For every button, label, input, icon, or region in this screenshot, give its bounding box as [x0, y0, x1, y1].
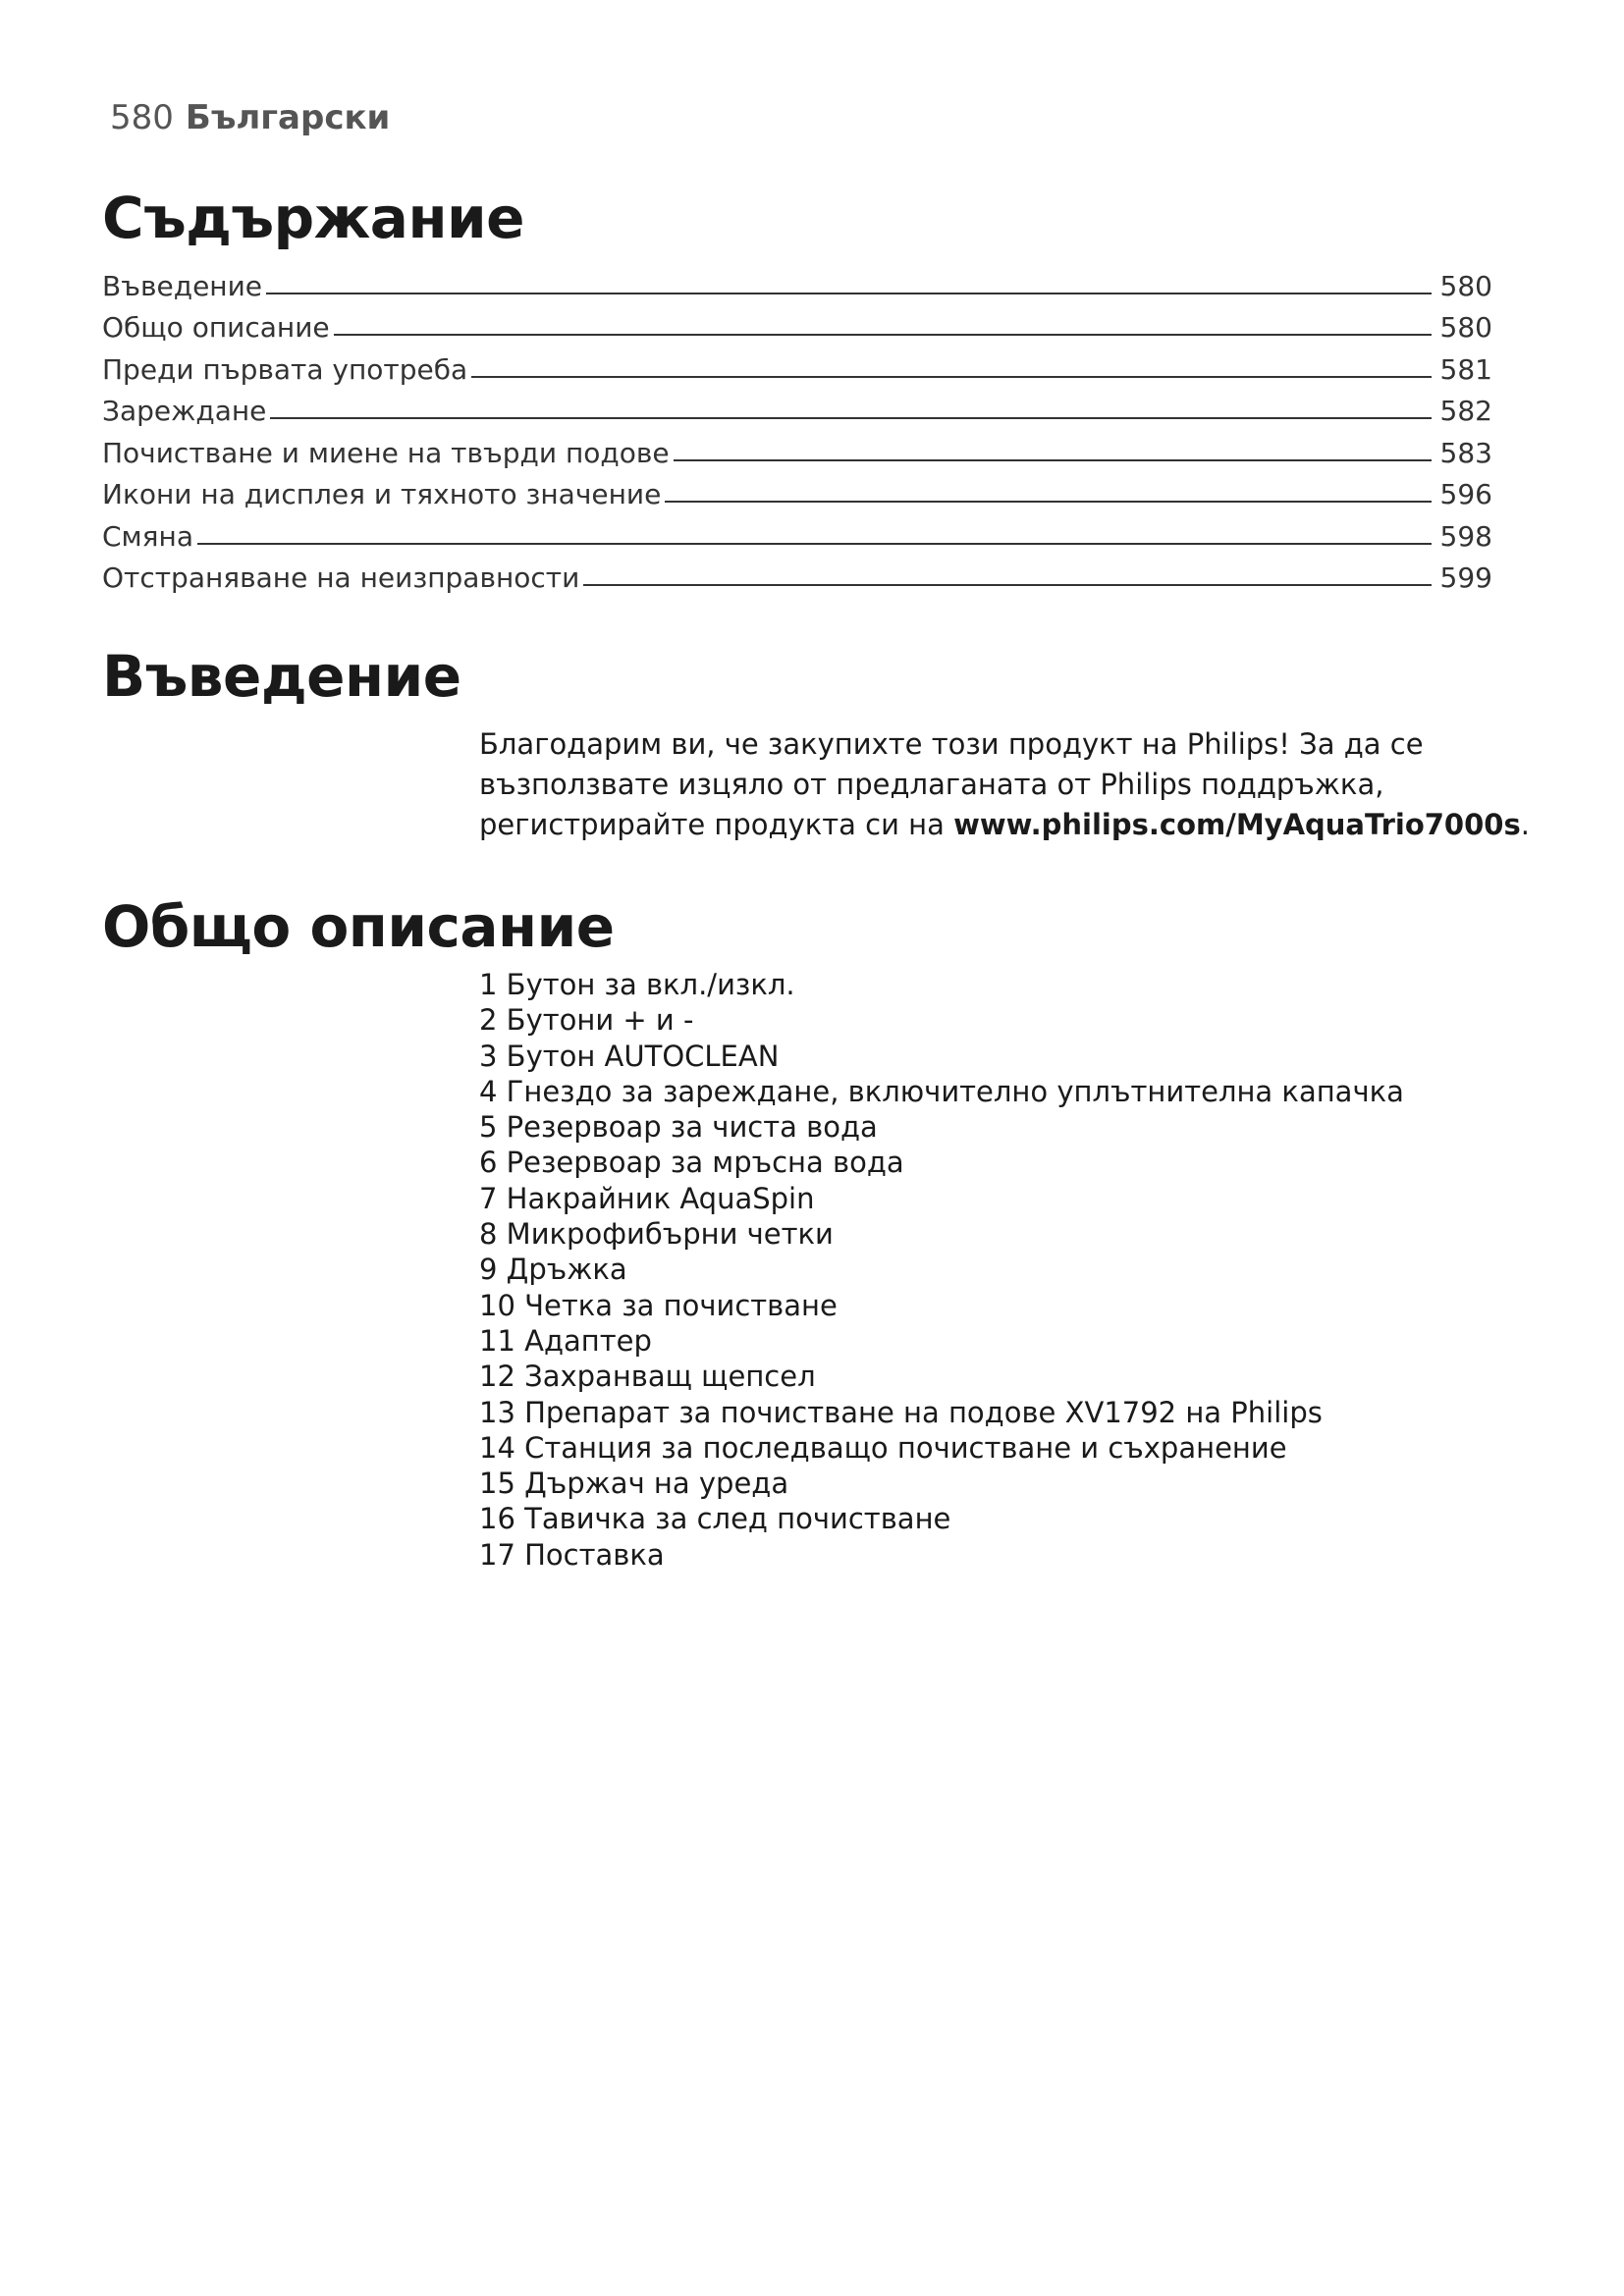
- toc-entry-page: 599: [1439, 561, 1492, 594]
- toc-leader: [334, 334, 1432, 336]
- toc-entry[interactable]: [102, 427, 1492, 469]
- list-item: 1 Бутон за вкл./изкл.: [479, 968, 795, 1001]
- toc-entry-title: Икони на дисплея и тяхното значение: [102, 478, 662, 510]
- toc-entry-title: Зареждане: [102, 395, 267, 427]
- list-item: 15 Държач на уреда: [479, 1467, 789, 1501]
- toc-leader: [583, 584, 1432, 586]
- list-item: 8 Микрофибърни четки: [479, 1217, 834, 1252]
- toc-entry[interactable]: [102, 510, 1492, 553]
- table-of-contents: [102, 260, 1492, 594]
- toc-leader: [674, 459, 1432, 461]
- list-item: 6 Резервоар за мръсна вода: [479, 1146, 904, 1180]
- list-item: 4 Гнездо за зареждане, включително уплътнителна капачка: [479, 1074, 1404, 1108]
- list-item: 7 Накрайник AquaSpin: [479, 1181, 815, 1215]
- toc-entry-page: 581: [1439, 352, 1492, 386]
- toc-entry-title: Отстраняване на неизправности: [102, 561, 580, 594]
- toc-entry[interactable]: [102, 386, 1492, 428]
- toc-entry-page: 583: [1439, 436, 1492, 469]
- toc-entry[interactable]: [102, 469, 1492, 511]
- intro-paragraph: [479, 724, 1540, 845]
- list-item: 2 Бутони + и -: [479, 1003, 694, 1038]
- toc-entry-title: Общо описание: [102, 311, 330, 344]
- toc-entry-page: 596: [1439, 478, 1492, 510]
- list-item: 17 Поставка: [479, 1537, 665, 1572]
- overview-heading: Общо описание: [102, 893, 615, 960]
- list-item: 14 Станция за последващо почистване и съхранение: [479, 1430, 1287, 1465]
- parts-list: [479, 967, 1540, 1573]
- page-number: 580: [110, 98, 174, 137]
- toc-entry[interactable]: [102, 260, 1492, 302]
- page-language: Български: [185, 98, 391, 137]
- intro-end: .: [1520, 808, 1530, 841]
- toc-entry-page: 580: [1439, 269, 1492, 302]
- page-header: [110, 98, 390, 147]
- list-item: 13 Препарат за почистване на подове XV1792 на Philips: [479, 1395, 1323, 1429]
- intro-text: Благодарим ви, че закупихте този продукт на Philips! За да се възползвате изцяло от предлаганата от Philips поддръжка, регистрирайте продукта си на: [479, 727, 1424, 841]
- list-item: 12 Захранващ щепсел: [479, 1360, 816, 1394]
- list-item: 9 Дръжка: [479, 1253, 627, 1287]
- toc-entry-page: 582: [1439, 395, 1492, 427]
- toc-entry[interactable]: [102, 344, 1492, 386]
- intro-heading: Въведение: [102, 643, 461, 710]
- toc-leader: [270, 417, 1432, 419]
- toc-entry-title: Преди първата употреба: [102, 352, 468, 386]
- registration-link[interactable]: www.philips.com/MyAquaTrio7000s: [953, 808, 1521, 841]
- toc-leader: [266, 293, 1432, 294]
- toc-entry[interactable]: [102, 302, 1492, 345]
- toc-entry-title: Въведение: [102, 269, 263, 302]
- toc-entry-page: 580: [1439, 311, 1492, 344]
- toc-entry-title: Почистване и миене на твърди подове: [102, 436, 670, 469]
- list-item: 3 Бутон AUTOCLEAN: [479, 1039, 780, 1073]
- list-item: 11 Адаптер: [479, 1323, 652, 1358]
- list-item: 16 Тавичка за след почистване: [479, 1502, 951, 1536]
- toc-leader: [197, 543, 1432, 545]
- toc-entry-title: Смяна: [102, 519, 193, 553]
- toc-heading: Съдържание: [102, 185, 524, 251]
- list-item: 5 Резервоар за чиста вода: [479, 1110, 878, 1145]
- toc-entry-page: 598: [1439, 519, 1492, 553]
- list-item: 10 Четка за почистване: [479, 1288, 838, 1322]
- toc-leader: [471, 376, 1432, 378]
- toc-entry[interactable]: [102, 553, 1492, 595]
- toc-leader: [665, 501, 1432, 503]
